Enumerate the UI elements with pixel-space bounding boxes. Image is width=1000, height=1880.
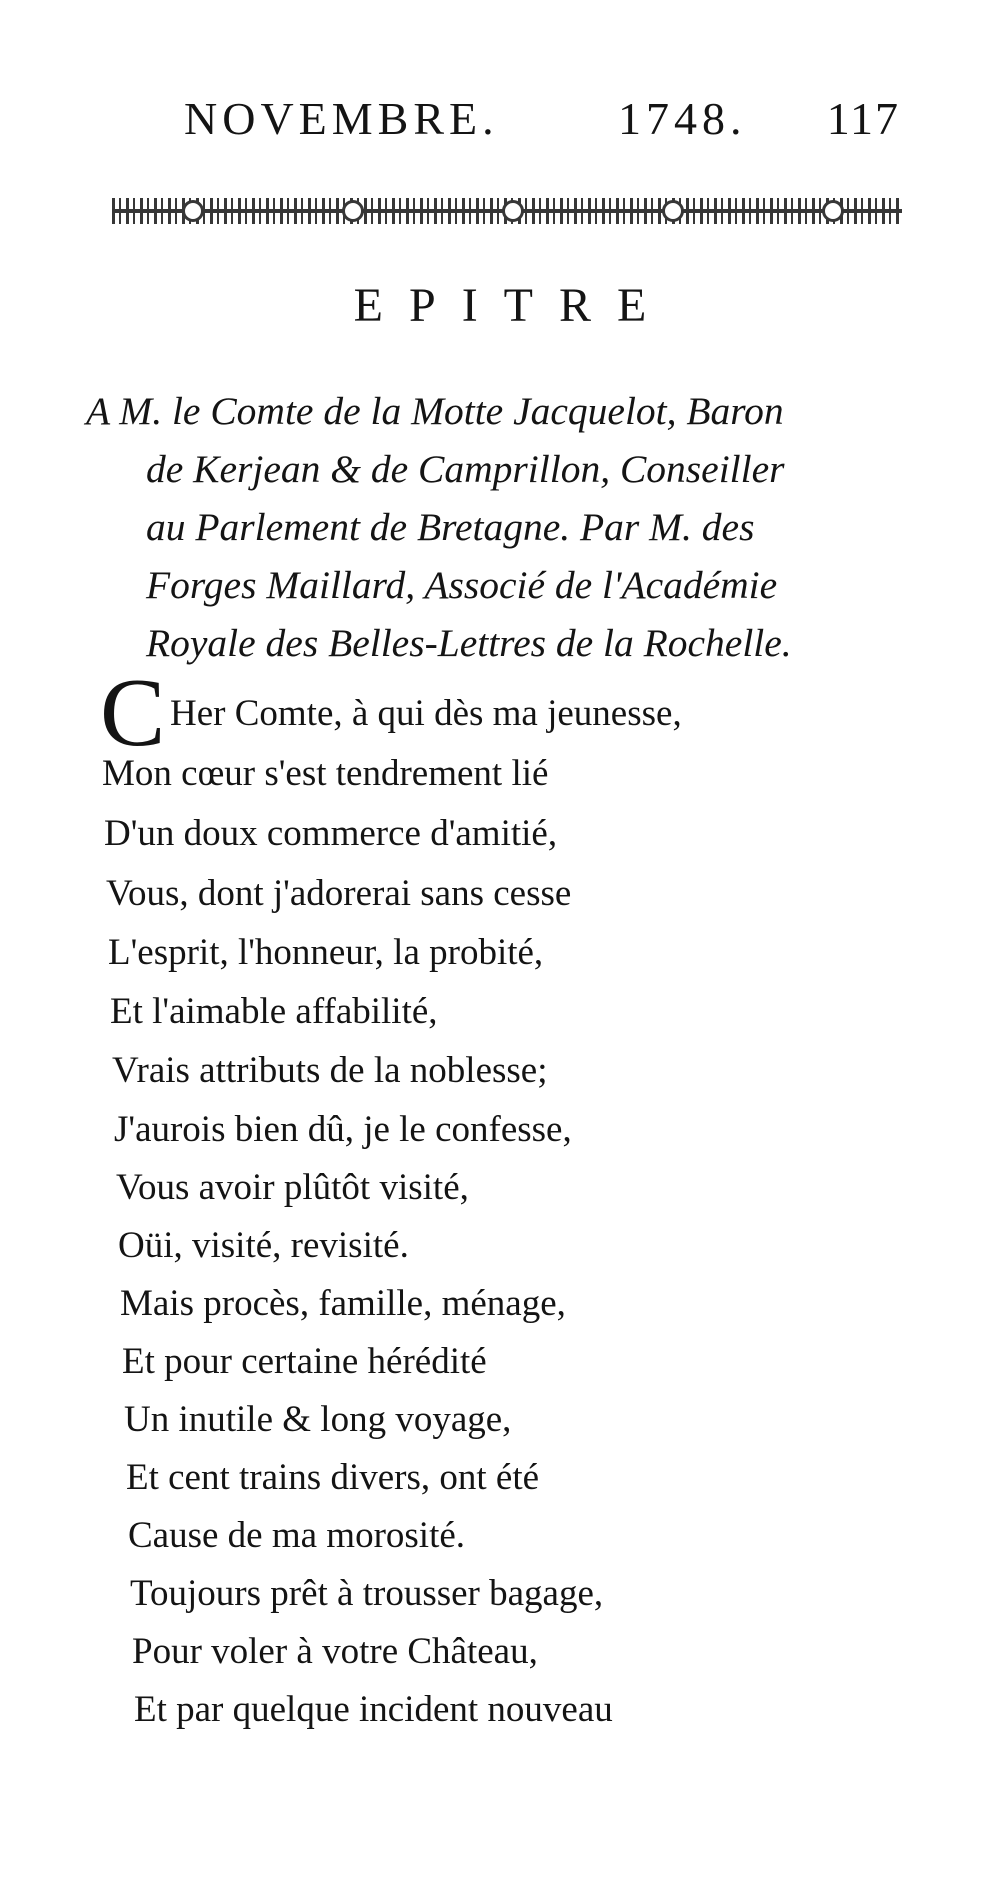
ornament-knot	[662, 200, 684, 222]
dedication-line: au Parlement de Bretagne. Par M. des	[146, 505, 755, 549]
running-head-year: 1748.	[618, 93, 747, 144]
ornament-knot	[502, 200, 524, 222]
drop-cap: C	[100, 659, 166, 767]
poem-line: Et l'aimable affabilité,	[110, 991, 438, 1032]
dedication-line: de Kerjean & de Camprillon, Conseiller	[146, 447, 785, 491]
ornament-knot	[822, 200, 844, 222]
running-head	[180, 92, 900, 152]
page-number: 117	[826, 93, 900, 144]
poem-line: Vrais attributs de la noblesse;	[112, 1050, 548, 1091]
poem-line: J'aurois bien dû, je le confesse,	[114, 1109, 572, 1150]
poem-line: Et par quelque incident nouveau	[134, 1689, 613, 1730]
ornament-knot	[182, 200, 204, 222]
dedication-line: Forges Maillard, Associé de l'Académie	[146, 563, 778, 607]
poem-line: D'un doux commerce d'amitié,	[104, 813, 558, 854]
running-head-month: NOVEMBRE.	[184, 93, 499, 144]
poem-line: Her Comte, à qui dès ma jeunesse,	[170, 693, 682, 734]
poem-line: Cause de ma morosité.	[128, 1515, 466, 1556]
page-title: EPITRE	[353, 279, 673, 332]
poem-line: Et cent trains divers, ont été	[126, 1457, 540, 1498]
dedication	[86, 382, 916, 672]
poem-line: Et pour certaine hérédité	[122, 1341, 487, 1382]
dedication-line: A M. le Comte de la Motte Jacquelot, Baron	[86, 389, 784, 433]
poem-line: Vous avoir plûtôt visité,	[116, 1167, 469, 1208]
poem-line: Oüi, visité, revisité.	[118, 1225, 409, 1266]
ornament-knot	[342, 200, 364, 222]
poem-line: Pour voler à votre Château,	[132, 1631, 538, 1672]
poem-line: L'esprit, l'honneur, la probité,	[108, 932, 544, 973]
poem-line: Un inutile & long voyage,	[124, 1399, 512, 1440]
ornamental-rule	[112, 198, 902, 224]
poem-line: Toujours prêt à trousser bagage,	[130, 1573, 604, 1614]
poem-line: Mais procès, famille, ménage,	[120, 1283, 566, 1324]
dedication-line: Royale des Belles-Lettres de la Rochelle.	[146, 621, 792, 665]
poem-line: Mon cœur s'est tendrement lié	[102, 753, 549, 794]
poem-line: Vous, dont j'adorerai sans cesse	[106, 873, 572, 914]
